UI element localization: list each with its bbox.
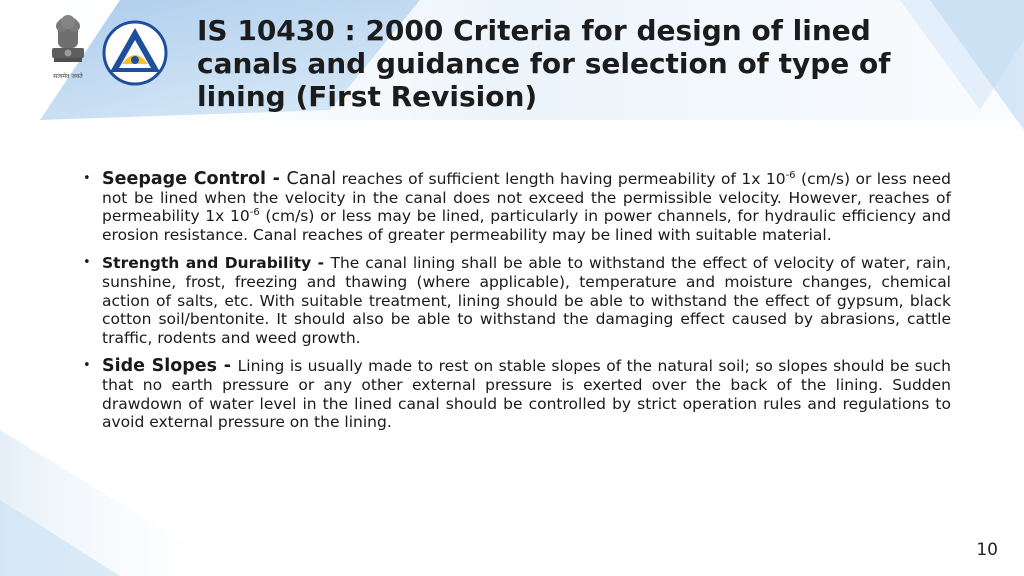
page-title: IS 10430 : 2000 Criteria for design of lined canals and guidance for selection of type of lining (First Revision): [197, 14, 891, 113]
bullet-seepage-control: [80, 170, 951, 244]
bullet-text: reaches of sufficient length having permeability of 1x 10: [336, 170, 786, 188]
bullet-point: •: [83, 255, 91, 271]
bullet-heading: Side Slopes -: [102, 356, 238, 377]
bullet-heading: Seepage Control -: [102, 169, 287, 189]
bullet-point: •: [83, 171, 91, 186]
bullet-text: (cm/s) or less may be lined, particularly in power channels, for hydraulic efficiency and erosion resistance. Canal reaches of greater permeability may be lined with suitable material.: [102, 207, 951, 244]
bullet-strength-durability: [80, 254, 951, 347]
superscript: -6: [785, 170, 796, 181]
content-list: [80, 170, 951, 442]
header-logos: [44, 12, 184, 92]
page-number: 10: [976, 540, 998, 560]
bullet-lead-word: Canal: [286, 169, 337, 189]
bullet-side-slopes: [80, 357, 951, 431]
ashoka-emblem-icon: [44, 12, 92, 90]
bullet-heading: Strength and Durability -: [102, 254, 331, 273]
bullet-point: •: [83, 358, 91, 374]
bullet-text: The canal lining shall be able to withstand the effect of velocity of water, rain, sunshine, frost, freezing and thawing (where applicable), temperature and moisture changes, chemical action of salts, etc. With suitable treatment, lining should be able to withstand the effect of gypsum, black cotton soil/bentonite. It should also be able to withstand the damaging effect caused by abrasions, cattle traffic, rodents and weed growth.: [102, 254, 951, 347]
superscript: -6: [249, 207, 260, 219]
bullet-text: (cm/s) or less need not be lined when the velocity in the canal does not exceed the permissible velocity. However, reaches of permeability 1x 10: [102, 170, 951, 226]
svg-text:सत्यमेव जयते: सत्यमेव जयते: [53, 73, 83, 80]
bullet-text: Lining is usually made to rest on stable slopes of the natural soil; so slopes should be such that no earth pressure or any other external pressure is exerted over the back of the lining. Sudden drawdown of water level in the lined canal should be controlled by strict operation rules and regulations to avoid external pressure on the lining.: [102, 357, 952, 432]
bis-logo-icon: [102, 20, 168, 86]
